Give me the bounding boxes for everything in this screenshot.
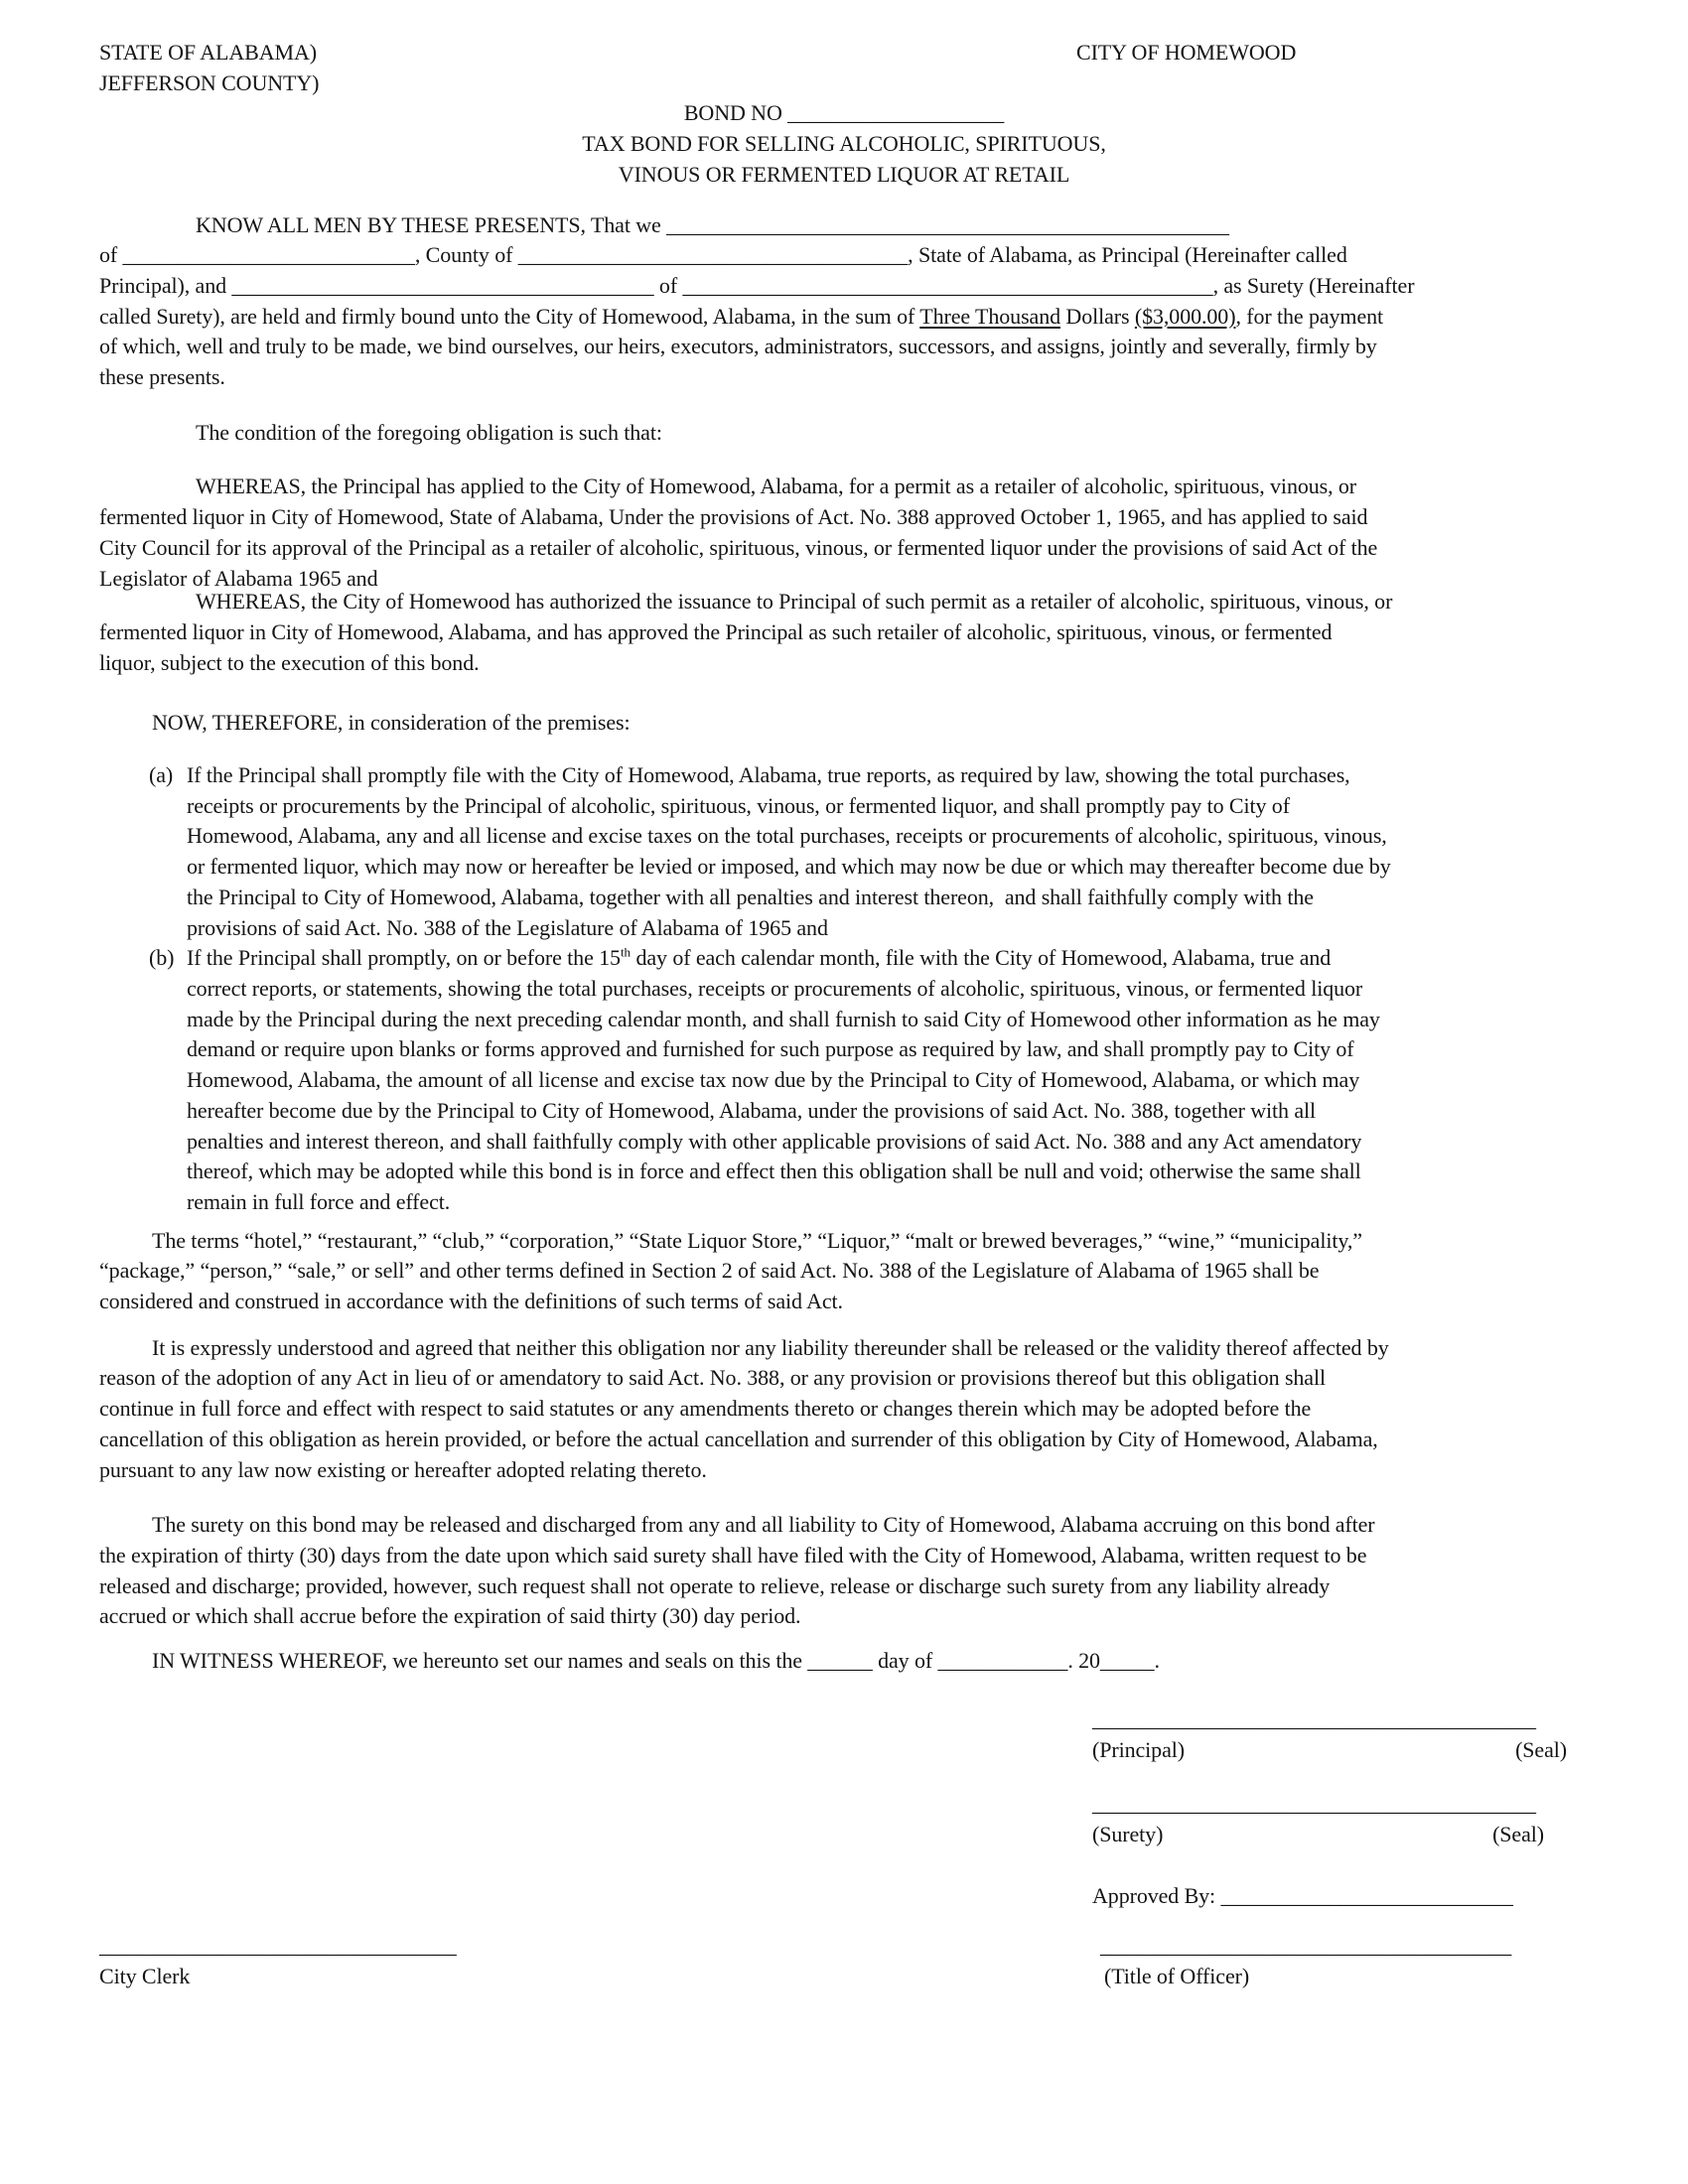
bond-number-label: BOND NO (683, 100, 788, 126)
text-line: pursuant to any law now existing or hereafter adopted relating thereto. (99, 1456, 707, 1482)
paragraph-witness (99, 1646, 1589, 1677)
text-line: the Principal to City of Homewood, Alabama, together with all penalties and interest thereon, and shall faithfully comply with the (187, 884, 1314, 909)
paragraph-whereas-authorization (99, 587, 1589, 678)
paragraph-terms-definitions (99, 1226, 1589, 1317)
text-line: demand or require upon blanks or forms approved and furnished for such purpose as required by law, and shall promptly pay to City of (187, 1036, 1354, 1062)
opening-line2 (99, 240, 1589, 271)
paragraph-condition (99, 418, 1589, 449)
opening-line4-post: , for the payment (1235, 303, 1384, 329)
text-line: remain in full force and effect. (187, 1188, 451, 1214)
text-line: Homewood, Alabama, the amount of all license and excise tax now due by the Principal to City of Homewood, Alabama, or which may (187, 1067, 1360, 1093)
title-block (99, 98, 1589, 190)
witness-line (99, 1646, 1589, 1677)
text-line: It is expressly understood and agreed that neither this obligation nor any liability thereunder shall be released or the validity thereof affected by (152, 1334, 1389, 1360)
principal-label-row (1092, 1735, 1567, 1766)
officer-block (1100, 1931, 1511, 1991)
text-line: The terms “hotel,” “restaurant,” “club,” “corporation,” “State Liquor Store,” “Liquor,” “malt or brewed beverages,” “wine,” “municipality,” (152, 1227, 1362, 1253)
text-line: provisions of said Act. No. 388 of the Legislature of Alabama of 1965 and (187, 914, 828, 940)
text-line: WHEREAS, the Principal has applied to the City of Homewood, Alabama, for a permit as a retailer of alcoholic, spirituous, vinous, or (196, 474, 1357, 499)
day-field[interactable]: ______ (807, 1648, 873, 1674)
witness-text: IN WITNESS WHEREOF, we hereunto set our names and seals on this the (152, 1648, 808, 1674)
principal-county-field[interactable]: ____________________________________ (517, 242, 909, 268)
item-b-line1-pre: If the Principal shall promptly, on or before the 15 (187, 945, 621, 971)
opening-line2-rest: , State of Alabama, as Principal (Hereinafter called (908, 242, 1347, 268)
footer-signatures (99, 1931, 1589, 1991)
text-line: reason of the adoption of any Act in lieu of or amendatory to said Act. No. 388, or any provision or provisions thereof but this obligation shall (99, 1365, 1327, 1391)
text-line: WHEREAS, the City of Homewood has authorized the issuance to Principal of such permit as a retailer of alcoholic, spirituous, vinous, or (196, 589, 1393, 614)
condition-line: The condition of the foregoing obligation is such that: (196, 419, 662, 445)
text-line: fermented liquor in City of Homewood, Alabama, and has approved the Principal as such retailer of alcoholic, spirituous, vinous, or fermented (99, 618, 1333, 644)
opening-line1-text: KNOW ALL MEN BY THESE PRESENTS, That we (196, 211, 667, 237)
surety-label-row (1092, 1820, 1544, 1850)
opening-line3-text: Principal), and (99, 272, 232, 298)
approved-by-row (1092, 1881, 1567, 1912)
city-clerk-label: City Clerk (99, 1963, 191, 1988)
bond-amount-figure: ($3,000.00) (1134, 303, 1236, 329)
text-line: released and discharge; provided, however, such request shall not operate to relieve, release or discharge such surety from any liability already (99, 1572, 1331, 1598)
surety-signature-line[interactable]: _________________________________________ (1092, 1791, 1536, 1817)
item-b-line1-post: day of each calendar month, file with the City of Homewood, Alabama, true and (631, 945, 1332, 971)
text-line: made by the Principal during the next preceding calendar month, and shall furnish to said City of Homewood other information as he may (187, 1006, 1380, 1031)
text-line: cancellation of this obligation as herein provided, or before the actual cancellation and surrender of this obligation by City of Homewood, Alabama, (99, 1426, 1378, 1451)
bond-amount-words: Three Thousand (919, 303, 1060, 329)
opening-line4 (99, 302, 1589, 333)
text-line: If the Principal shall promptly file with the City of Homewood, Alabama, true reports, as required by law, showing the total purchases, (187, 762, 1350, 788)
opening-line3-rest: , as Surety (Hereinafter (1212, 272, 1415, 298)
of-label: of (653, 272, 683, 298)
city-line: CITY OF HOMEWOOD (1076, 40, 1297, 65)
opening-line4-pre: called Surety), are held and firmly bound unto the City of Homewood, Alabama, in the sum of (99, 303, 920, 329)
list-item-a-body (187, 760, 1589, 943)
month-field[interactable]: ____________ (937, 1648, 1068, 1674)
day-of-label: day of (872, 1648, 938, 1674)
opening-line2-text: of (99, 242, 123, 268)
list-item-a (99, 760, 1589, 943)
year-field[interactable]: _____ (1099, 1648, 1155, 1674)
county-of-label: , County of (414, 242, 518, 268)
approved-by-field[interactable]: ___________________________ (1220, 1882, 1513, 1908)
list-marker-a: (a) (149, 762, 174, 788)
text-line: the expiration of thirty (30) days from the date upon which said surety shall have filed with the City of Homewood, Alabama, written request to be (99, 1542, 1367, 1568)
text-line: thereof, which may be adopted while this bond is in force and effect then this obligation shall be null and void; otherwise the same shall (187, 1159, 1361, 1184)
principal-city-field[interactable]: ___________________________ (122, 242, 415, 268)
state-line: STATE OF ALABAMA) (99, 40, 317, 65)
opening-line5: of which, well and truly to be made, we bind ourselves, our heirs, executors, administrators, successors, and assigns, jointly and severally, firmly by (99, 334, 1377, 359)
list-item-b-body (187, 943, 1589, 1217)
document-header (99, 38, 1589, 98)
witness-period: . (1154, 1648, 1160, 1674)
form-title-line2: VINOUS OR FERMENTED LIQUOR AT RETAIL (618, 161, 1070, 187)
item-b-line1 (187, 943, 1589, 974)
form-title-line1: TAX BOND FOR SELLING ALCOHOLIC, SPIRITUOUS, (582, 131, 1106, 157)
officer-signature-line[interactable]: ______________________________________ (1100, 1933, 1512, 1958)
now-therefore-line: NOW, THEREFORE, in consideration of the premises: (152, 710, 631, 736)
text-line: “package,” “person,” “sale,” or sell” and other terms defined in Section 2 of said Act. No. 388 of the Legislature of Alabama of 1965 shall be (99, 1258, 1320, 1284)
officer-title-label: (Title of Officer) (1104, 1963, 1250, 1988)
paragraph-whereas-permit (99, 472, 1589, 594)
principal-label: (Principal) (1092, 1736, 1185, 1762)
text-line: Legislator of Alabama 1965 and (99, 565, 378, 591)
opening-line3 (99, 271, 1589, 302)
ordinal-suffix: th (620, 944, 632, 960)
signature-spacer (1092, 1850, 1567, 1881)
list-marker-b: (b) (149, 945, 175, 971)
text-line: or fermented liquor, which may now or hereafter be levied or imposed, and which may now be due or which may thereafter become due by (187, 854, 1391, 880)
paragraph-amendments (99, 1333, 1589, 1486)
signature-spacer (1092, 1765, 1567, 1789)
text-line: City Council for its approval of the Principal as a retailer of alcoholic, spirituous, vinous, or fermented liquor under the provisions of said Act of the (99, 534, 1378, 560)
city-clerk-signature-line[interactable]: _________________________________ (99, 1933, 457, 1958)
surety-address-field[interactable]: _________________________________________________ (682, 272, 1213, 298)
text-line: considered and construed in accordance with the definitions of such terms of said Act. (99, 1289, 843, 1314)
text-line: fermented liquor in City of Homewood, State of Alabama, Under the provisions of Act. No. 388 approved October 1, 1965, and has applied to said (99, 504, 1368, 530)
text-line: continue in full force and effect with respect to said statutes or any amendments thereto or changes therein which may be adopted before the (99, 1396, 1312, 1422)
paragraph-surety-release (99, 1510, 1589, 1632)
text-line: correct reports, or statements, showing the total purchases, receipts or procurements of alcoholic, spirituous, vinous, or fermented liquor (187, 975, 1363, 1001)
list-item-b-rest (187, 974, 1589, 1218)
principal-names-field[interactable]: ____________________________________________________ (666, 211, 1229, 237)
surety-label: (Surety) (1092, 1822, 1164, 1847)
opening-line6: these presents. (99, 364, 225, 390)
text-line: The surety on this bond may be released and discharged from any and all liability to City of Homewood, Alabama accruing on this bond after (152, 1512, 1375, 1538)
bond-number-field[interactable]: ____________________ (787, 100, 1005, 126)
year-prefix: . 20 (1067, 1648, 1100, 1674)
dollars-label: Dollars (1060, 303, 1135, 329)
text-line: receipts or procurements by the Principal of alcoholic, spirituous, vinous, or fermented liquor, and shall promptly pay to City of (187, 792, 1290, 818)
surety-seal-label: (Seal) (1492, 1822, 1544, 1847)
signature-block (1092, 1705, 1567, 1912)
opening-line1 (99, 210, 1589, 241)
approved-by-label: Approved By: (1092, 1882, 1221, 1908)
principal-seal-label: (Seal) (1515, 1736, 1567, 1762)
paragraph-now-therefore (99, 708, 1589, 739)
principal-signature-line[interactable]: _________________________________________ (1092, 1706, 1536, 1731)
text-line: liquor, subject to the execution of this bond. (99, 649, 480, 675)
text-line: hereafter become due by the Principal to City of Homewood, Alabama, under the provisions of said Act. No. 388, together with all (187, 1097, 1317, 1123)
list-item-b (99, 943, 1589, 1217)
surety-name-field[interactable]: _______________________________________ (231, 272, 654, 298)
text-line: penalties and interest thereon, and shall faithfully comply with other applicable provisions of said Act. No. 388 and any Act amendatory (187, 1128, 1362, 1154)
text-line: Homewood, Alabama, any and all license and excise taxes on the total purchases, receipts or procurements of alcoholic, spirituous, vinous, (187, 823, 1387, 849)
bond-number-line (99, 98, 1589, 129)
text-line: accrued or which shall accrue before the expiration of said thirty (30) day period. (99, 1603, 801, 1629)
paragraph-opening (99, 210, 1589, 393)
county-line: JEFFERSON COUNTY) (99, 69, 320, 95)
